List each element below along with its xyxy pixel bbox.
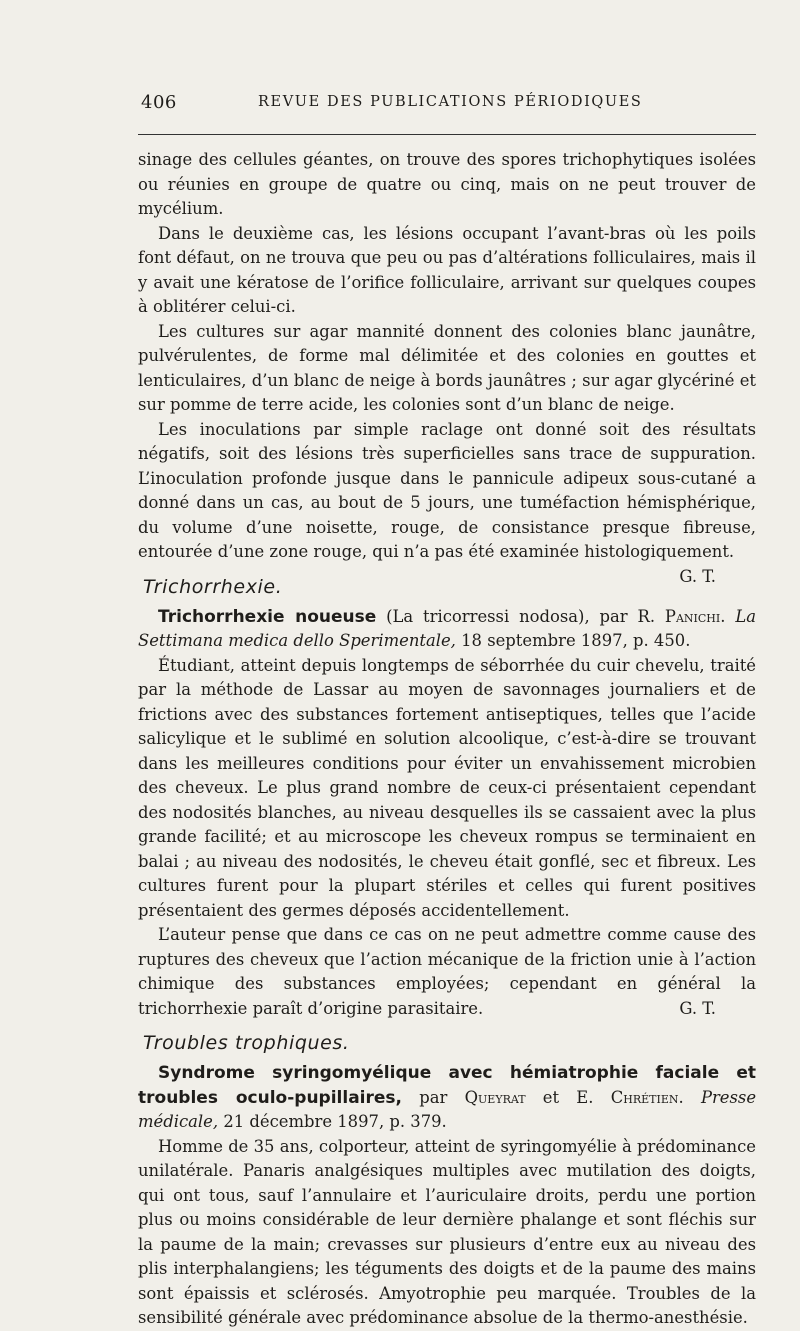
paragraph: Les cultures sur agar mannité donnent des colonies blanc jaunâtre, pulvérulentes, de forme mal délimitée et des colonies en gouttes et lenticulaires, d’un blanc de neige à bords jaunâtres ; sur agar glycériné et sur pomme de terre acide, les colonies sont d’un blanc de neige. — [138, 321, 756, 414]
paragraph: Dans le deuxième cas, les lésions occupant l’avant-bras où les poils font défaut, on ne trouva que peu ou pas d’altérations folliculaires, mais il y avait une kératose de l’orifice folliculaire, arrivant sur quelques coupes à oblitérer celui-ci. — [138, 223, 756, 316]
section-heading: Trichorrhexie. — [143, 575, 283, 598]
article-author: Queyrat — [464, 1087, 526, 1107]
section-heading: Troubles trophiques. — [143, 1032, 350, 1054]
journal-name: Presse médicale, — [138, 1087, 757, 1131]
paragraph: Homme de 35 ans, colporteur, atteint de syringomyélie à prédominance unilatérale. Panaris analgésiques multiples avec mutilation des doigts, qui ont tous, sauf l’annulaire et l’auriculaire droits, perdu une portion plus ou moins considérable de leur dernière phalange et sont fléchis sur la paume de la main; crevasses sur plusieurs d’entre eux au niveau des plis interphalangiens; les téguments des doigts et de la paume des mains sont épaissis et sclérosés. Amyotrophie peu marquée. Troubles de la sensibilité générale avec prédominance absolue de la thermo-anesthésie. — [138, 1136, 756, 1327]
page-body — [138, 148, 756, 1331]
article-subtitle: (La tricorressi nodosa), par R. — [386, 606, 656, 626]
article-title: Trichorrhexie noueuse — [158, 606, 377, 627]
paragraph: Étudiant, atteint depuis longtemps de séborrhée du cuir chevelu, traité par la méthode de Lassar au moyen de savonnages journaliers et de frictions avec des substances fortement antiseptiques, telles que l’acide salicylique et le sublimé en solution alcoolique, c’est-à-dire se trouvant dans les meilleures conditions pour éviter un envahissement microbien des cheveux. Le plus grand nombre de ceux-ci présentaient cependant des nodosités blanches, au niveau desquelles ils se cassaient avec la plus grande facilité; et au microscope les cheveux rompus se terminaient en balai ; au niveau des nodosités, le cheveu était gonflé, sec et fibreux. Les cultures furent pour la plupart stériles et celles qui furent positives présentaient des germes déposés accidentellement. — [138, 655, 756, 920]
page-header — [138, 92, 756, 118]
journal-name: La Settimana medica dello Sperimentale, — [138, 606, 756, 650]
paragraph — [138, 923, 756, 1021]
article-citation — [138, 605, 756, 654]
signature: G. T. — [679, 566, 716, 586]
paragraph-text: L’auteur pense que dans ce cas on ne peut admettre comme cause des ruptures des cheveux que l’action mécanique de la friction unie à l’action chimique des substances employées; cependant en général la trichorrhexie paraît d’origine parasitaire. — [138, 925, 756, 1018]
article-citation — [138, 1061, 756, 1135]
journal-ref: 18 septembre 1897, p. 450. — [461, 631, 691, 650]
page-number: 406 — [141, 92, 177, 113]
journal-ref: 21 décembre 1897, p. 379. — [223, 1112, 447, 1131]
article-author: Panichi. — [664, 606, 726, 626]
signature: G. T. — [679, 998, 716, 1018]
paragraph-text: Les inoculations par simple raclage ont donné soit des résultats négatifs, soit des lésions très superficielles sans trace de suppuration. L’inoculation profonde jusque dans le pannicule adipeux sous-cutané a donné dans un cas, au bout de 5 jours, une tuméfaction hémisphérique, du volume d’une noisette, rouge, de consistance presque fibreuse, entourée d’une zone rouge, qui n’a pas été examinée histologiquement. — [138, 419, 756, 561]
paragraph — [138, 418, 756, 586]
article-et: et E. — [542, 1087, 594, 1107]
article-title: Syndrome syringomyélique avec hémiatrophie faciale et troubles oculo-pupillaires, — [138, 1063, 756, 1108]
article-author: Chrétien. — [610, 1087, 684, 1107]
article-par: par — [419, 1087, 448, 1107]
header-rule — [138, 134, 756, 135]
running-title: REVUE DES PUBLICATIONS PÉRIODIQUES — [258, 94, 643, 110]
paragraph: sinage des cellules géantes, on trouve des spores trichophytiques isolées ou réunies en groupe de quatre ou cinq, mais on ne peut trouver de mycélium. — [138, 150, 756, 218]
